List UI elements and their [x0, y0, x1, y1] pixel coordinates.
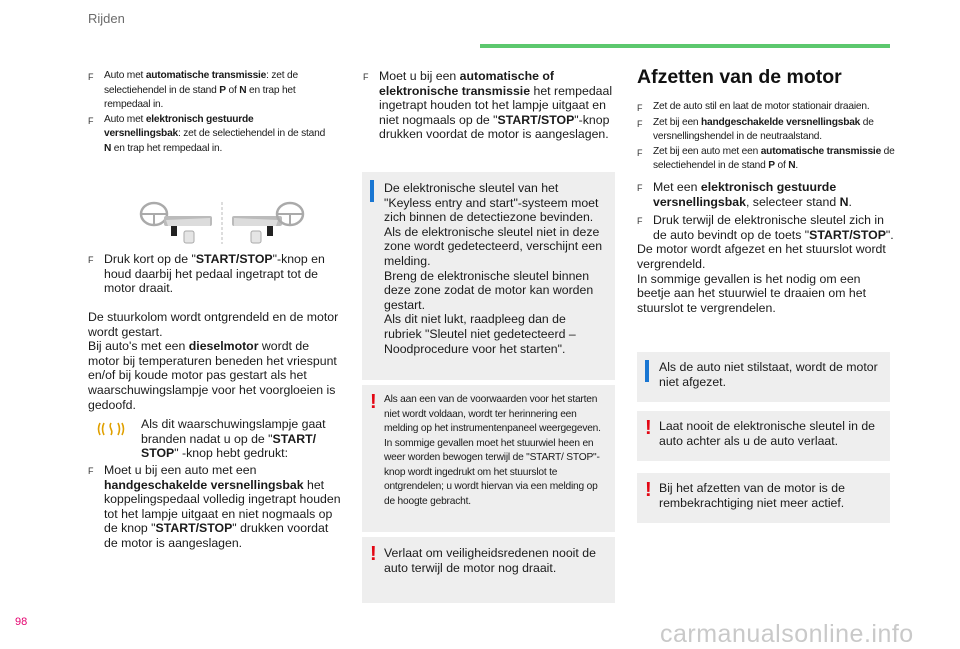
warning-icon: ! [370, 543, 377, 565]
bullet-marker: F [637, 103, 643, 113]
warning-box-key-in-car: ! Laat nooit de elektronische sleutel in de auto achter als u de auto verlaat. [637, 411, 890, 461]
info-icon [370, 180, 374, 202]
bullet-marker: F [637, 147, 643, 158]
warning-icon: ! [370, 391, 377, 413]
start-stop-pedal-illustration [138, 200, 306, 246]
bullet-marker: F [88, 72, 94, 82]
warning-box-conditions: ! Als aan een van de voorwaarden voor het starten niet wordt voldaan, wordt ter herinnering een melding op het instrumentenpaneel weergegeven. In sommige gevallen moet het stuurwiel heen en weer worden bewogen terwijl de "START/ STOP"-knop wordt ingedrukt om het stuurslot te ontgrendelen; u wordt hiervan via een melding op de hoogte gebracht. [362, 385, 615, 532]
col1-manual-bullet: F Moet u bij een auto met een handgeschakelde versnellingsbak het koppelingspedaal volledig ingetrapt houden tot het lampje uitgaat en niet nogmaals op de knop "START/STOP" drukken voordat de motor is aangeslagen. [88, 463, 341, 550]
col1-lamp-text: Als dit waarschuwingslampje gaat branden nadat u op de "START/ STOP" -knop hebt gedrukt: [141, 417, 326, 461]
bullet-marker: F [88, 466, 94, 476]
info-box-not-stationary: Als de auto niet stilstaat, wordt de motor niet afgezet. [637, 352, 890, 402]
preheat-warning-lamp-icon [97, 420, 125, 438]
steering-wheel-icon-left [141, 203, 212, 243]
col2-auto-bullet: F Moet u bij een automatische of elektronische transmissie het rempedaal ingetrapt houden tot het lampje uitgaat en niet nogmaals op de "START/STOP"-knop drukken voordat de motor is aangeslagen. [363, 69, 613, 142]
section-title: Rijden [88, 11, 125, 26]
bullet-marker: F [637, 118, 643, 129]
page-title: Afzetten van de motor [637, 66, 842, 88]
page-number: 98 [15, 616, 28, 628]
watermark: carmanualsonline.info [660, 620, 914, 648]
section-accent-bar [480, 44, 890, 48]
warning-box-leave-car: ! Verlaat om veiligheidsredenen nooit de auto terwijl de motor nog draait. [362, 537, 615, 603]
col3-small-bullets: F Zet de auto stil en laat de motor stationair draaien. F Zet bij een handgeschakelde versnellingsbak de versnellingshendel in de neutraalstand. F Zet bij een auto met een automatische transmissie de selectiehendel in de stand P of N. [637, 100, 897, 174]
warning-icon: ! [645, 479, 652, 501]
bullet-marker: F [88, 115, 94, 126]
warning-box-brake-assist: ! Bij het afzetten van de motor is de rembekrachtiging niet meer actief. [637, 473, 890, 523]
bullet-marker: F [88, 255, 94, 265]
steering-wheel-icon-right [232, 203, 303, 243]
warning-icon: ! [645, 417, 652, 439]
bullet-auto-transmissie: F Auto met automatische transmissie: zet de selectiehendel in de stand P of N en trap het rempedaal in. [88, 69, 328, 113]
info-icon [645, 360, 649, 382]
bullet-marker: F [363, 72, 369, 82]
bullet-marker: F [637, 183, 643, 193]
bullet-elektronisch-gestuurd: F Auto met elektronisch gestuurde versnellingsbak: zet de selectiehendel in de stand N en trap het rempedaal in. [88, 113, 328, 157]
col1-paragraph: De stuurkolom wordt ontgrendeld en de motor wordt gestart. Bij auto's met een dieselmotor wordt de motor bij temperaturen beneden het vriespunt en/of bij koude motor pas gestart als het waarschuwingslampje voor het voorgloeien is gedoofd. [88, 310, 339, 412]
col1-press-bullet: F Druk kort op de "START/STOP"-knop en houd daarbij het pedaal ingetrapt tot de motor draait. [88, 252, 325, 296]
bullet-marker: F [637, 216, 643, 227]
info-box-keyless: De elektronische sleutel van het "Keyless entry and start"-systeem moet zich binnen de detectiezone bevinden. Als de elektronische sleutel niet in deze zone wordt gedetecteerd, verschijnt een melding. Breng de elektronische sleutel binnen deze zone zodat de motor kan worden gestart. Als dit niet lukt, raadpleeg dan de rubriek "Sleutel niet gedetecteerd – Noodprocedure voor het starten". [362, 172, 615, 380]
col1-top-bullets [88, 69, 328, 156]
col3-bullets: F Met een elektronisch gestuurde versnellingsbak, selecteer stand N. F Druk terwijl de elektronische sleutel zich in de auto bevindt op de toets "START/STOP". De motor wordt afgezet en het stuurslot wordt vergrendeld. In sommige gevallen is het nodig om een beetje aan het stuurwiel te draaien om het stuurslot te vergrendelen. [637, 180, 894, 315]
